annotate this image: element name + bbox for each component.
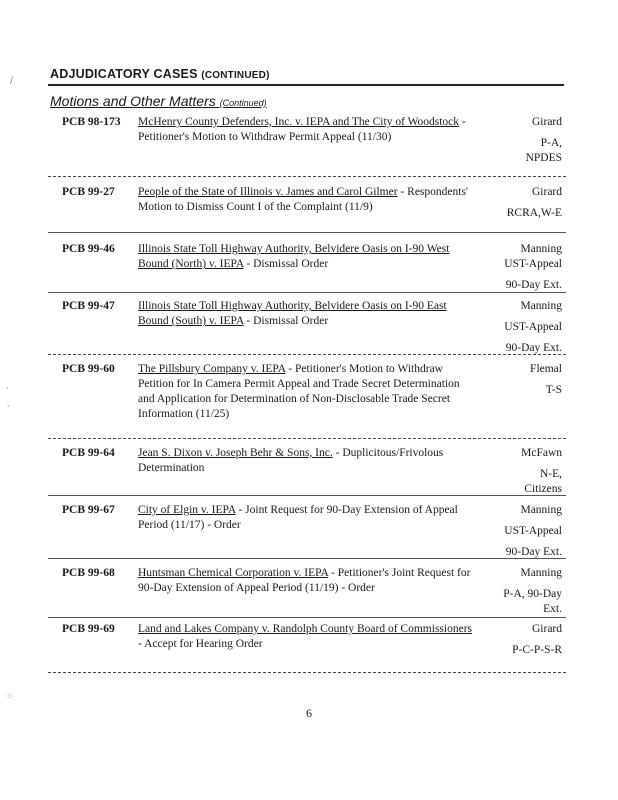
case-number: PCB 99-69 [62,623,115,635]
case-title: Land and Lakes Company v. Randolph County Board of Commissioners [138,623,472,635]
case-title: The Pillsbury Company v. IEPA [138,363,286,375]
case-title: People of the State of Illinois v. James and Carol Gilmer [138,186,398,198]
case-divider [48,292,566,293]
subheading [50,93,267,109]
case-type: P-C-P-S-R [512,644,562,656]
case-description [138,446,478,476]
case-action: - Joint Request for 90-Day Extension of Appeal Period (11/17) - Order [138,504,458,531]
case-title: Illinois State Toll Highway Authority, Belvidere Oasis on I-90 West Bound (North) v. IEPA [138,243,450,270]
case-type: UST-Appeal [504,321,562,333]
case-extra: 90-Day Ext. [505,342,562,354]
case-details [478,566,562,617]
case-number: PCB 99-27 [62,186,115,198]
board-member: Manning [520,300,562,312]
board-member: Manning [520,243,562,255]
board-member: Girard [531,186,562,198]
case-description [138,503,478,533]
case-title: Jean S. Dixon v. Joseph Behr & Sons, Inc. [138,447,333,459]
case-title: McHenry County Defenders, Inc. v. IEPA and The City of Woodstock [138,116,460,128]
case-action: - Duplicitous/Frivolous Determination [138,447,444,474]
case-details [478,362,562,398]
section-title [50,67,270,81]
case-action: - Petitioner's Motion to Withdraw Petition for In Camera Permit Appeal and Trade Secret Determination and Application for Determination of Non-Disclosable Trade Secret Information (11/25) [138,363,460,420]
case-type: UST-Appeal [504,525,562,537]
case-number: PCB 99-46 [62,243,115,255]
case-action: - Accept for Hearing Order [138,638,263,650]
board-member: Manning [520,504,562,516]
case-action: - Dismissal Order [243,258,329,270]
board-member: Manning [520,567,562,579]
case-type: UST-Appeal [504,258,562,270]
case-action: - Respondents' Motion to Dismiss Count I of the Complaint (11/9) [138,186,468,213]
case-type: P-A, NPDES [525,137,562,164]
case-extra: 90-Day Ext. [505,546,562,558]
case-description [138,185,478,215]
case-title: Huntsman Chemical Corporation v. IEPA [138,567,329,579]
board-member: Flemal [530,363,562,375]
case-divider [48,232,566,233]
case-number: PCB 99-67 [62,504,115,516]
case-action: - Petitioner's Motion to Withdraw Permit Appeal (11/30) [138,116,466,143]
case-number: PCB 98-173 [62,116,121,128]
case-description [138,362,478,422]
section-title-note: (CONTINUED) [201,70,270,81]
case-divider [48,438,566,439]
case-type: RCRA,W-E [506,207,562,219]
case-extra: 90-Day Ext. [505,279,562,291]
case-details [478,503,562,560]
title-rule [48,84,564,86]
case-action: - Dismissal Order [243,315,329,327]
case-title: City of Elgin v. IEPA [138,504,236,516]
case-number: PCB 99-60 [62,363,115,375]
section-title-main: ADJUDICATORY CASES [50,67,198,81]
case-description [138,622,478,652]
scan-speck: ⸳ [6,383,9,393]
case-number: PCB 99-68 [62,567,115,579]
case-description [138,115,478,145]
case-details [478,185,562,221]
case-description [138,299,478,329]
case-details [478,299,562,356]
case-details [478,446,562,497]
subheading-text: Motions and Other Matters [50,93,216,109]
scan-speck: ⸳ [7,401,10,411]
case-divider [48,495,566,496]
case-divider [48,176,566,177]
board-member: Girard [531,116,562,128]
case-details [478,242,562,293]
board-member: McFawn [521,447,562,459]
case-description [138,242,478,272]
case-type: N-E, Citizens [524,468,562,495]
case-number: PCB 99-64 [62,447,115,459]
case-type: P-A, 90-Day Ext. [503,588,562,615]
case-divider [48,617,566,618]
case-number: PCB 99-47 [62,300,115,312]
page-number: 6 [306,706,312,720]
board-member: Girard [531,623,562,635]
case-divider [48,558,566,559]
subheading-note: (Continued) [219,98,267,108]
case-divider [48,354,566,355]
case-details [478,622,562,658]
case-action: - Petitioner's Joint Request for 90-Day Extension of Appeal Period (11/19) - Order [138,567,471,594]
case-details [478,115,562,166]
scan-speck: ∕ [10,76,14,86]
case-description [138,566,478,596]
case-title: Illinois State Toll Highway Authority, Belvidere Oasis on I-90 East Bound (South) v. IEPA [138,300,447,327]
case-type: T-S [545,384,562,396]
scan-speck: ⁘ [6,692,14,702]
case-divider [48,672,566,673]
